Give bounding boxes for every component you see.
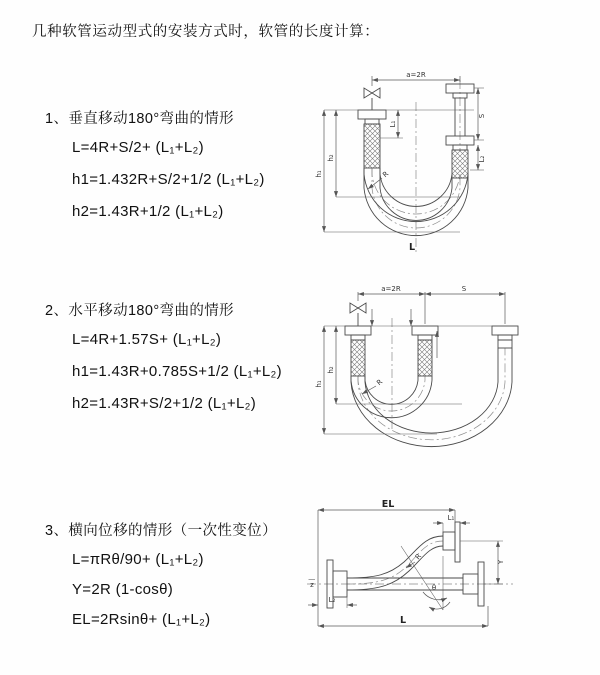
formula-line: L=4R+1.57S+ (L₁+L₂) (72, 331, 222, 348)
dimension-lines (308, 510, 503, 626)
centerlines (372, 80, 460, 254)
dim-label-l2: L₂ (328, 596, 336, 604)
dim-label-s: S (461, 285, 467, 293)
hose-and-flanges (327, 522, 484, 608)
hose-and-fittings (345, 303, 518, 447)
formula-line: L=πRθ/90+ (L₁+L₂) (72, 551, 204, 568)
dim-label-h1: h₁ (315, 170, 323, 178)
formula-line: L=4R+S/2+ (L₁+L₂) (72, 139, 204, 156)
dim-label-r: R (413, 552, 424, 562)
braided-hose-section (418, 340, 432, 376)
centerlines (307, 541, 513, 584)
flange (455, 522, 460, 562)
dim-label-r: R (375, 377, 385, 388)
dim-label-r: R (381, 169, 391, 180)
centerline-z-mark: z (310, 581, 314, 589)
dim-label-el: EL (381, 499, 395, 510)
diagram-vertical-180-bend (310, 66, 560, 258)
formula-line: h2=1.43R+S/2+1/2 (L₁+L₂) (72, 395, 257, 412)
dim-label-theta: θ (431, 584, 437, 592)
formula-line: h1=1.432R+S/2+1/2 (L₁+L₂) (72, 171, 265, 188)
dim-label-l1: L₁ (389, 120, 397, 128)
dim-label-h1: h₁ (315, 380, 323, 388)
dim-label-a2r: a=2R (406, 71, 426, 79)
formula-line: h2=1.43R+1/2 (L₁+L₂) (72, 203, 224, 220)
section-3-heading: 3、横向位移的情形（一次性变位） (45, 523, 277, 539)
braided-hose-section (364, 124, 380, 168)
dim-label-y: Y (497, 559, 505, 565)
formula-line: h1=1.43R+0.785S+1/2 (L₁+L₂) (72, 363, 282, 380)
dim-label-a2r: a=2R (381, 285, 401, 293)
braided-hose-section (351, 340, 365, 376)
diagram-lateral-displacement (303, 498, 595, 640)
dim-label-l: L (399, 615, 407, 626)
section-1-heading: 1、垂直移动180°弯曲的情形 (45, 111, 235, 127)
diagram-horizontal-180-bend (312, 282, 562, 465)
braided-hose-section (452, 150, 468, 178)
dim-label-s: S (478, 113, 486, 119)
section-2-heading: 2、水平移动180°弯曲的情形 (45, 303, 235, 319)
centerlines (358, 318, 505, 440)
dim-label-h2: h₂ (327, 366, 335, 374)
dim-label-l2: L₂ (478, 155, 486, 163)
dim-label-h2: h₂ (327, 154, 335, 162)
dim-label-l1: L₁ (447, 514, 455, 522)
formula-line: Y=2R (1-cosθ) (72, 581, 174, 598)
dim-label-l: L (408, 242, 416, 253)
formula-line: EL=2Rsinθ+ (L₁+L₂) (72, 611, 211, 628)
valve-icon (350, 303, 366, 326)
page-title: 几种软管运动型式的安装方式时，软管的长度计算： (32, 24, 380, 40)
valve-icon (364, 88, 380, 110)
